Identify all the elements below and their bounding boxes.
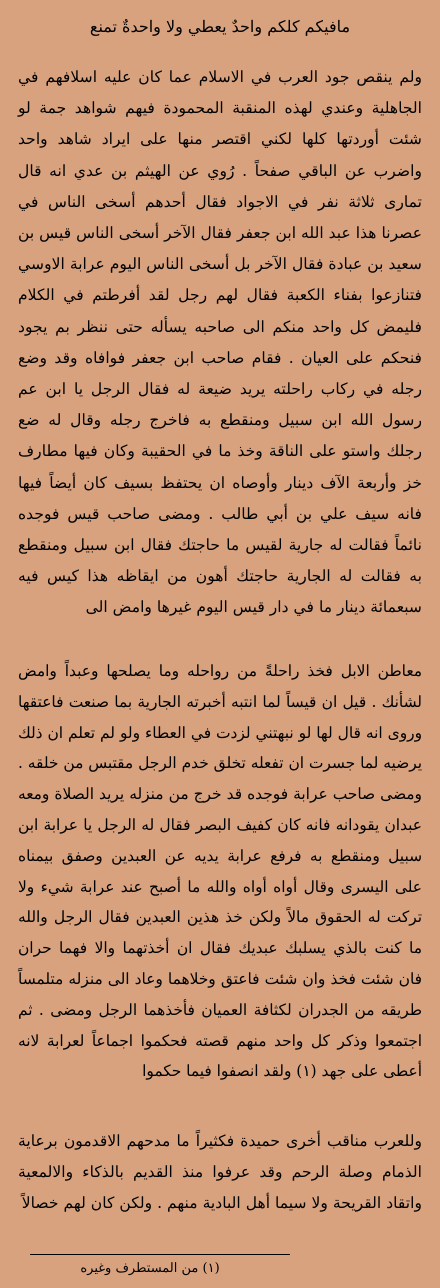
verse-header: مافيكم كلكم واحدٌ يعطي ولا واحدةٌ تمنع xyxy=(89,17,351,36)
paragraph-text: ولم ينقص جود العرب في الاسلام عما كان عليه اسلافهم في الجاهلية وعندي لهذه المنقبة المحمودة فيهم شواهد جمة لو شئت أوردتها كلها لكني اقتصر منها على ايراد شاهد واحد واضرب عن الباقي صفحاً . رُوي عن الهيثم بن عدي انه قال تمارى ثلاثة نفر في الاجواد فقال أحدهم أسخى الناس في عصرنا هذا عبد الله ابن جعفر فقال الآخر أسخى الناس قيس بن سعيد بن عبادة فقال الآخر بل أسخى الناس اليوم عرابة الاوسي فتنازعوا بفناء الكعبة فقال لهم رجل لقد أفرطتم في الكلام فليمض كل واحد منكم الى صاحبه يسأله حتى ننظر بم يجود فنحكم على العيان . فقام صاحب ابن جعفر فوافاه وقد وضع رجله في ركاب راحلته يريد ضيعة له فقال الرجل يا ابن عم رسول الله ابن سبيل ومنقطع به فاخرج رجله وقال له ضع رجلك واستو على الناقة وخذ ما في الحقيبة وكان فيها مطارف خز وأربعة الآف دينار وأوصاه ان يحتفظ بسيف كان أيضاً فيها فانه سيف علي بن أبي طالب . ومضى صاحب قيس فوجده نائماً فقالت له جارية لقيس ما حاجتك فقال ابن سبيل ومنقطع به فقالت له الجارية حاجتك أهون من ايقاظه هذا كيس فيه سبعمائة دينار ما في دار قيس اليوم غيرها وامض الى xyxy=(18,68,422,617)
paragraph-generosity-intro xyxy=(18,62,422,634)
paragraph-text: وللعرب مناقب أخرى حميدة فكثيراً ما مدحهم الاقدمون برعاية الذمام وصلة الرحم وقد عرفوا منذ القديم بالذكاء والالمعية واتقاد القريحة ولا سيما أهل البادية منهم . ولكن كان لهم خصالاً xyxy=(18,1132,422,1213)
paragraph-other-virtues xyxy=(18,1126,422,1250)
paragraph-text: معاطن الابل فخذ راحلةً من رواحله وما يصلحها وعبداً وامض لشأنك . قيل ان قيساً لما انتبه أخبرته الجارية بما صنعت فاعتقها وروى انه قال لها لو نبهتني لزدت في العطاء ولو لم تعلم ان ذلك يرضيه لما جسرت ان تفعله تخلق خدم الرجل مقتبس من خلقه . ومضى صاحب عرابة فوجده قد خرج من منزله يريد الصلاة ومعه عبدان يقودانه فانه كان كفيف البصر فقال له الرجل يا عرابة ابن سبيل ومنقطع به فرفع عرابة يديه عن العبدين وصفق بيمناه على اليسرى وقال أواه أواه والله ما أصبح عند عرابة شيء ولا تركت له الحقوق مالاً ولكن خذ هذين العبدين فقال الرجل والله ما كنت بالذي يسلبك عبديك فقال ان أخذتهما والا فهما حران فان شئت فخذ وان شئت فاعتق وخلاهما وعاد الى منزله متلمساً طريقه من الجدران لكثافة العميان فأخذهما الرجل ومضى . ثم اجتمعوا وذكر كل واحد منهم قصته فحكموا اجماعاً لعرابة لانه أعطى على جهد (١) ولقد انصفوا فيما حكموا xyxy=(18,662,422,1081)
paragraph-camels-story xyxy=(18,656,422,1120)
footnote-divider xyxy=(30,1254,290,1255)
footnote: (١) من المستطرف وغيره xyxy=(80,1261,220,1276)
